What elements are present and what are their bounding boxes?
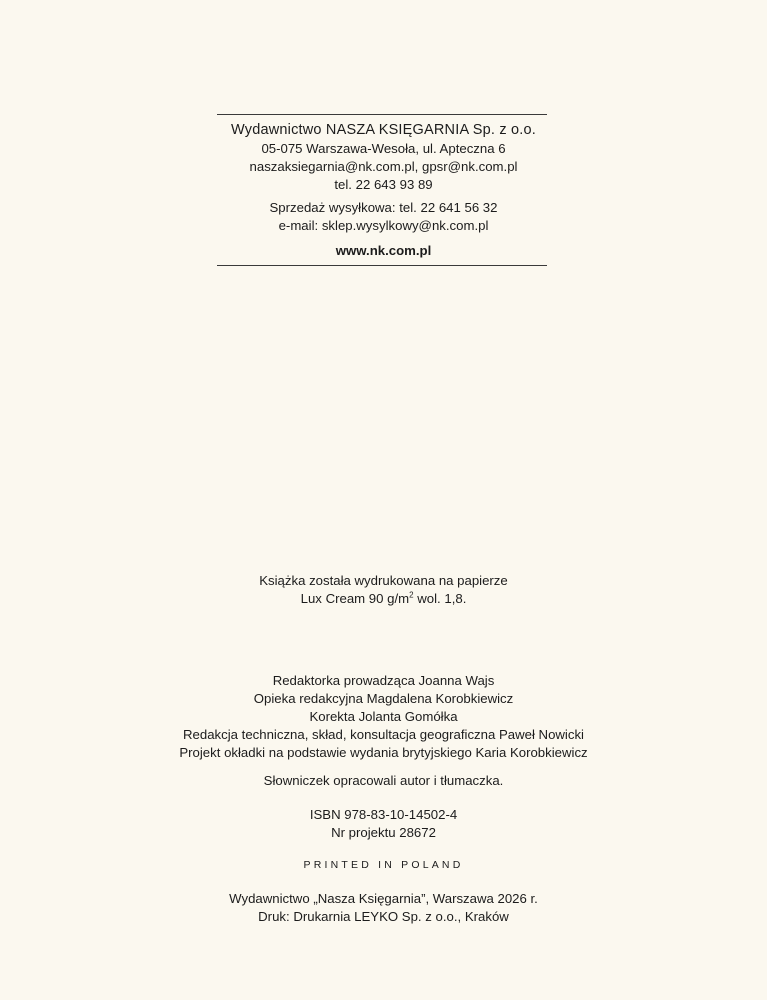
- printed-in-poland: PRINTED IN POLAND: [303, 859, 464, 871]
- publisher-address: 05-075 Warszawa-Wesoła, ul. Apteczna 6: [261, 141, 506, 156]
- website-block: [0, 242, 767, 260]
- publisher-name: Wydawnictwo NASZA KSIĘGARNIA Sp. z o.o.: [230, 122, 537, 138]
- credit-lead-editor: Redaktorka prowadząca Joanna Wajs: [272, 673, 495, 688]
- credit-proofreading: Korekta Jolanta Gomółka: [309, 709, 458, 724]
- mail-order-info: [0, 199, 767, 235]
- imprint-line-2: Druk: Drukarnia LEYKO Sp. z o.o., Kraków: [258, 909, 509, 924]
- imprint: [0, 890, 767, 926]
- publisher-website: www.nk.com.pl: [335, 243, 432, 258]
- project-number: Nr projektu 28672: [331, 825, 436, 840]
- credit-editorial-care: Opieka redakcyjna Magdalena Korobkiewicz: [253, 691, 514, 706]
- glossary-note: [0, 772, 767, 790]
- bottom-rule: [217, 265, 547, 266]
- top-rule: [217, 114, 547, 115]
- credits: [0, 672, 767, 762]
- mail-order-phone: Sprzedaż wysyłkowa: tel. 22 641 56 32: [269, 200, 498, 215]
- publisher-info: [0, 121, 767, 194]
- imprint-line-1: Wydawnictwo „Nasza Księgarnia”, Warszawa 2026 r.: [229, 891, 538, 906]
- paper-line-2: Lux Cream 90 $g/m^2$ wol. 1,8.: [300, 590, 467, 606]
- paper-line-1: Książka została wydrukowana na papierze: [259, 573, 508, 588]
- glossary-line: Słowniczek opracowali autor i tłumaczka.: [263, 773, 504, 788]
- publisher-phone: tel. 22 643 93 89: [334, 177, 433, 192]
- mail-order-email: e-mail: sklep.wysylkowy@nk.com.pl: [278, 218, 489, 233]
- printed-in: [0, 858, 767, 872]
- isbn: ISBN 978-83-10-14502-4: [309, 807, 458, 822]
- isbn-block: [0, 806, 767, 842]
- credit-technical-editing: Redakcja techniczna, skład, konsultacja geograficzna Paweł Nowicki: [183, 727, 584, 742]
- publisher-emails: naszaksiegarnia@nk.com.pl, gpsr@nk.com.pl: [249, 159, 518, 174]
- paper-info: [0, 572, 767, 608]
- credit-cover-design: Projekt okładki na podstawie wydania brytyjskiego Karia Korobkiewicz: [179, 745, 588, 760]
